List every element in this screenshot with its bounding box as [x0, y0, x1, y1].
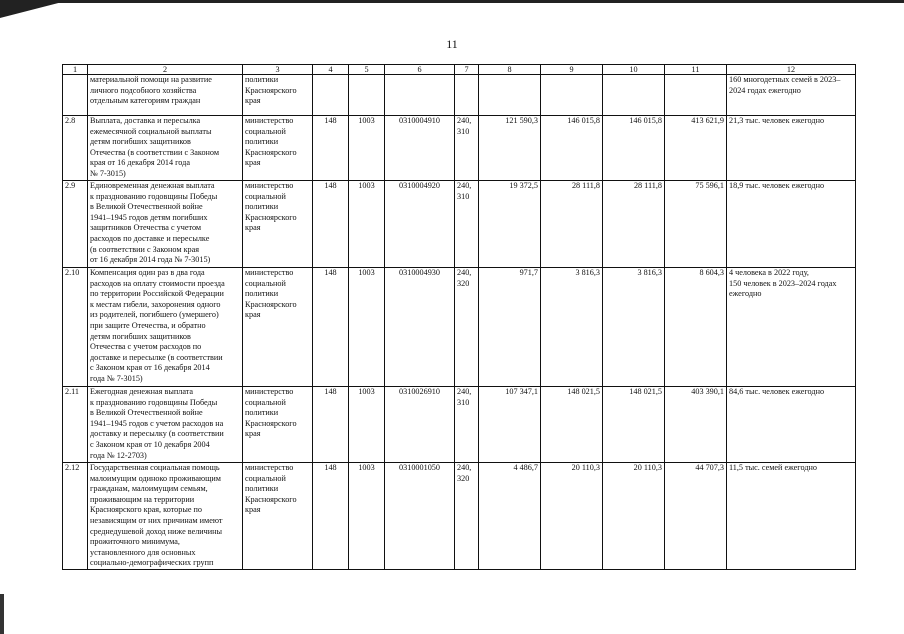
header-cell: 5: [349, 65, 385, 75]
row-number: 2.10: [63, 268, 88, 387]
expected-result: 4 человека в 2022 году, 150 человек в 2023–2024 годах ежегодно: [727, 268, 856, 387]
amount-total: 44 707,3: [665, 463, 727, 570]
expected-result: 18,9 тыс. человек ежегодно: [727, 181, 856, 268]
target-article-code: 0310004930: [385, 268, 455, 387]
measure-description: материальной помощи на развитие личного подсобного хозяйства отдельным категориям граждан: [88, 75, 243, 116]
header-cell: 9: [541, 65, 603, 75]
target-article-code: 0310001050: [385, 463, 455, 570]
expense-type-code: 240, 320: [455, 463, 479, 570]
row-number: 2.8: [63, 116, 88, 181]
measure-description: Ежегодная денежная выплата к празднованию годовщины Победы в Великой Отечественной войне 1941–1945 годов с учетом расходов на доставку и пересылку (в соответствии с Законом края от 10 декабря 2004 года № 12-2703): [88, 387, 243, 463]
expected-result: 84,6 тыс. человек ежегодно: [727, 387, 856, 463]
amount-total: 413 621,9: [665, 116, 727, 181]
scan-edge-left: [0, 594, 4, 634]
section-code: 1003: [349, 463, 385, 570]
row-number: 2.11: [63, 387, 88, 463]
amount-year-3: 3 816,3: [603, 268, 665, 387]
amount-year-2: 146 015,8: [541, 116, 603, 181]
section-code: 1003: [349, 116, 385, 181]
scan-corner: [0, 0, 70, 18]
header-cell: 1: [63, 65, 88, 75]
responsible-org: министерство социальной политики Красноярского края: [243, 116, 313, 181]
measure-description: Выплата, доставка и пересылка ежемесячной социальной выплаты детям погибших защитников Отечества (в соответствии с Законом края от 16 декабря 2014 года № 7-3015): [88, 116, 243, 181]
expense-type-code: 240, 310: [455, 181, 479, 268]
table-row: [63, 268, 856, 387]
amount-year-1: [479, 75, 541, 116]
expected-result: 11,5 тыс. семей ежегодно: [727, 463, 856, 570]
amount-year-1: 107 347,1: [479, 387, 541, 463]
amount-year-2: [541, 75, 603, 116]
grbs-code: [313, 75, 349, 116]
expense-type-code: 240, 310: [455, 387, 479, 463]
amount-year-1: 121 590,3: [479, 116, 541, 181]
amount-year-3: 28 111,8: [603, 181, 665, 268]
table-row: [63, 387, 856, 463]
row-number: 2.12: [63, 463, 88, 570]
grbs-code: 148: [313, 387, 349, 463]
amount-total: 8 604,3: [665, 268, 727, 387]
responsible-org: министерство социальной политики Красноярского края: [243, 463, 313, 570]
amount-total: [665, 75, 727, 116]
expense-type-code: [455, 75, 479, 116]
amount-total: 403 390,1: [665, 387, 727, 463]
header-cell: 2: [88, 65, 243, 75]
target-article-code: [385, 75, 455, 116]
amount-year-3: [603, 75, 665, 116]
amount-year-1: 971,7: [479, 268, 541, 387]
measure-description: Компенсация один раз в два года расходов на оплату стоимости проезда по территории Российской Федерации к местам гибели, захоронения одного из родителей, погибшего (умершего) при защите Отечества, и обратно детям погибших защитников Отечества с учетом расходов по доставке и пересылке (в соответствии с Законом края от 16 декабря 2014 года № 7-3015): [88, 268, 243, 387]
header-cell: 7: [455, 65, 479, 75]
amount-year-2: 148 021,5: [541, 387, 603, 463]
measure-description: Государственная социальная помощь малоимущим одиноко проживающим гражданам, малоимущим семьям, проживающим на территории Красноярского края, которые по независящим от них причинам имеют среднедушевой доход ниже величины прожиточного минимума, установленного для основных социально-демографических групп: [88, 463, 243, 570]
grbs-code: 148: [313, 268, 349, 387]
amount-year-1: 4 486,7: [479, 463, 541, 570]
expense-type-code: 240, 320: [455, 268, 479, 387]
section-code: 1003: [349, 181, 385, 268]
header-cell: 8: [479, 65, 541, 75]
header-row: [63, 65, 856, 75]
responsible-org: министерство социальной политики Красноярского края: [243, 181, 313, 268]
header-cell: 3: [243, 65, 313, 75]
section-code: [349, 75, 385, 116]
section-code: 1003: [349, 268, 385, 387]
target-article-code: 0310004920: [385, 181, 455, 268]
table-row: [63, 75, 856, 116]
measure-description: Единовременная денежная выплата к празднованию годовщины Победы в Великой Отечественной войне 1941–1945 годов детям погибших защитников Отечества с учетом расходов по доставке и пересылке (в соответствии с Законом края от 16 декабря 2014 года № 7-3015): [88, 181, 243, 268]
header-cell: 10: [603, 65, 665, 75]
expected-result: 21,3 тыс. человек ежегодно: [727, 116, 856, 181]
scan-edge: [0, 0, 904, 3]
amount-year-2: 3 816,3: [541, 268, 603, 387]
table-row: [63, 463, 856, 570]
table-row: [63, 116, 856, 181]
program-table: [62, 64, 856, 570]
page-number: 11: [446, 37, 458, 51]
amount-total: 75 596,1: [665, 181, 727, 268]
amount-year-3: 146 015,8: [603, 116, 665, 181]
amount-year-2: 28 111,8: [541, 181, 603, 268]
responsible-org: министерство социальной политики Красноярского края: [243, 387, 313, 463]
expected-result: 160 многодетных семей в 2023– 2024 годах ежегодно: [727, 75, 856, 116]
amount-year-2: 20 110,3: [541, 463, 603, 570]
target-article-code: 0310004910: [385, 116, 455, 181]
header-cell: 12: [727, 65, 856, 75]
target-article-code: 0310026910: [385, 387, 455, 463]
row-number: [63, 75, 88, 116]
grbs-code: 148: [313, 116, 349, 181]
grbs-code: 148: [313, 181, 349, 268]
expense-type-code: 240, 310: [455, 116, 479, 181]
header-cell: 4: [313, 65, 349, 75]
table-row: [63, 181, 856, 268]
section-code: 1003: [349, 387, 385, 463]
amount-year-3: 20 110,3: [603, 463, 665, 570]
responsible-org: политики Красноярского края: [243, 75, 313, 116]
header-cell: 11: [665, 65, 727, 75]
responsible-org: министерство социальной политики Красноярского края: [243, 268, 313, 387]
grbs-code: 148: [313, 463, 349, 570]
amount-year-3: 148 021,5: [603, 387, 665, 463]
row-number: 2.9: [63, 181, 88, 268]
amount-year-1: 19 372,5: [479, 181, 541, 268]
header-cell: 6: [385, 65, 455, 75]
